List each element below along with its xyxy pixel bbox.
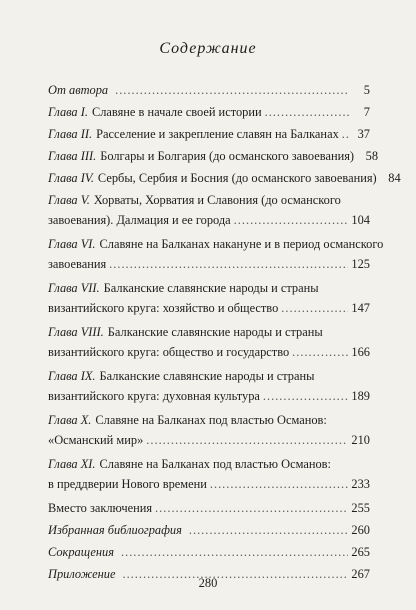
entry-label: Глава IX. bbox=[48, 369, 96, 383]
entry-title: Расселение и закрепление славян на Балканах bbox=[96, 127, 339, 141]
toc-entry-bibliography bbox=[48, 520, 370, 540]
entry-title: Славяне на Балканах накануне и в период османского bbox=[99, 237, 384, 251]
toc-entry-chapter-9 bbox=[48, 366, 370, 406]
entry-page: 189 bbox=[351, 389, 370, 403]
entry-label: Глава I. bbox=[48, 105, 88, 119]
toc-entry-conclusion bbox=[48, 498, 370, 518]
toc-entry-abbreviations bbox=[48, 542, 370, 562]
entry-label: Глава VI. bbox=[48, 237, 96, 251]
toc-entry-chapter-2 bbox=[48, 124, 370, 144]
entry-title: Вместо заключения bbox=[48, 501, 153, 515]
toc-entry-chapter-6 bbox=[48, 234, 384, 274]
dot-leader bbox=[155, 498, 348, 518]
entry-page: 104 bbox=[351, 213, 370, 227]
entry-page: 37 bbox=[357, 127, 370, 141]
entry-page: 5 bbox=[363, 83, 370, 97]
entry-title-continued: завоевания bbox=[48, 257, 107, 271]
entry-title-continued: в преддверии Нового времени bbox=[48, 477, 207, 491]
entry-page: 255 bbox=[351, 501, 370, 515]
toc-entry-chapter-4 bbox=[48, 168, 401, 188]
entry-page: 260 bbox=[351, 523, 370, 537]
dot-leader bbox=[292, 342, 348, 362]
entry-label: Глава IV. bbox=[48, 171, 94, 185]
entry-label: Глава V. bbox=[48, 193, 90, 207]
entry-page: 166 bbox=[351, 345, 370, 359]
entry-label: Глава III. bbox=[48, 149, 97, 163]
entry-page: 265 bbox=[351, 545, 370, 559]
toc-entry-chapter-7 bbox=[48, 278, 370, 318]
entry-label: Глава II. bbox=[48, 127, 93, 141]
entry-page: 210 bbox=[351, 433, 370, 447]
dot-leader bbox=[342, 124, 349, 144]
entry-title: Хорваты, Хорватия и Славония (до османского bbox=[93, 193, 341, 207]
dot-leader bbox=[109, 254, 348, 274]
toc-entry-chapter-3 bbox=[48, 146, 379, 166]
entry-page: 125 bbox=[351, 257, 370, 271]
toc-entry-chapter-10 bbox=[48, 410, 370, 450]
entry-page: 7 bbox=[363, 105, 370, 119]
dot-leader bbox=[115, 80, 349, 100]
entry-title-continued: византийского круга: общество и государство bbox=[48, 345, 290, 359]
entry-title-continued: византийского круга: духовная культура bbox=[48, 389, 260, 403]
entry-title: Славяне на Балканах под властью Османов: bbox=[95, 413, 327, 427]
entry-title: Болгары и Болгария (до османского завоевания) bbox=[100, 149, 355, 163]
entry-label: Глава VIII. bbox=[48, 325, 104, 339]
entry-title: Славяне на Балканах под властью Османов: bbox=[99, 457, 331, 471]
dot-leader bbox=[265, 102, 349, 122]
entry-title-continued: византийского круга: хозяйство и общество bbox=[48, 301, 279, 315]
entry-label: Глава XI. bbox=[48, 457, 96, 471]
dot-leader bbox=[189, 520, 349, 540]
entry-label: От автора bbox=[48, 83, 109, 97]
dot-leader bbox=[210, 474, 349, 494]
toc-entry-foreword bbox=[48, 80, 370, 100]
dot-leader bbox=[281, 298, 348, 318]
toc-entry-chapter-1 bbox=[48, 102, 370, 122]
dot-leader bbox=[234, 210, 349, 230]
entry-page: 267 bbox=[351, 567, 370, 581]
entry-label: Глава VII. bbox=[48, 281, 100, 295]
toc-entry-chapter-5 bbox=[48, 190, 370, 230]
dot-leader bbox=[146, 430, 348, 450]
entry-title: Балканские славянские народы и страны bbox=[107, 325, 323, 339]
entry-label: Избранная библиография bbox=[48, 523, 182, 537]
page-number: 280 bbox=[198, 576, 218, 590]
dot-leader bbox=[263, 386, 349, 406]
entry-title: Балканские славянские народы и страны bbox=[99, 369, 315, 383]
page-title: Содержание bbox=[159, 40, 257, 57]
entry-label: Приложение bbox=[48, 567, 116, 581]
toc-entry-chapter-8 bbox=[48, 322, 370, 362]
entry-title: Сербы, Сербия и Босния (до османского завоевания) bbox=[97, 171, 377, 185]
entry-title-continued: завоевания). Далмация и ее города bbox=[48, 213, 231, 227]
entry-title: Балканские славянские народы и страны bbox=[103, 281, 319, 295]
toc-entry-chapter-11 bbox=[48, 454, 370, 494]
entry-page: 84 bbox=[388, 171, 401, 185]
entry-title-continued: «Османский мир» bbox=[48, 433, 144, 447]
entry-label: Сокращения bbox=[48, 545, 114, 559]
entry-page: 58 bbox=[365, 149, 379, 163]
dot-leader bbox=[121, 542, 348, 562]
entry-title: Славяне в начале своей истории bbox=[91, 105, 262, 119]
entry-page: 147 bbox=[351, 301, 370, 315]
entry-page: 233 bbox=[351, 477, 370, 491]
entry-label: Глава X. bbox=[48, 413, 92, 427]
